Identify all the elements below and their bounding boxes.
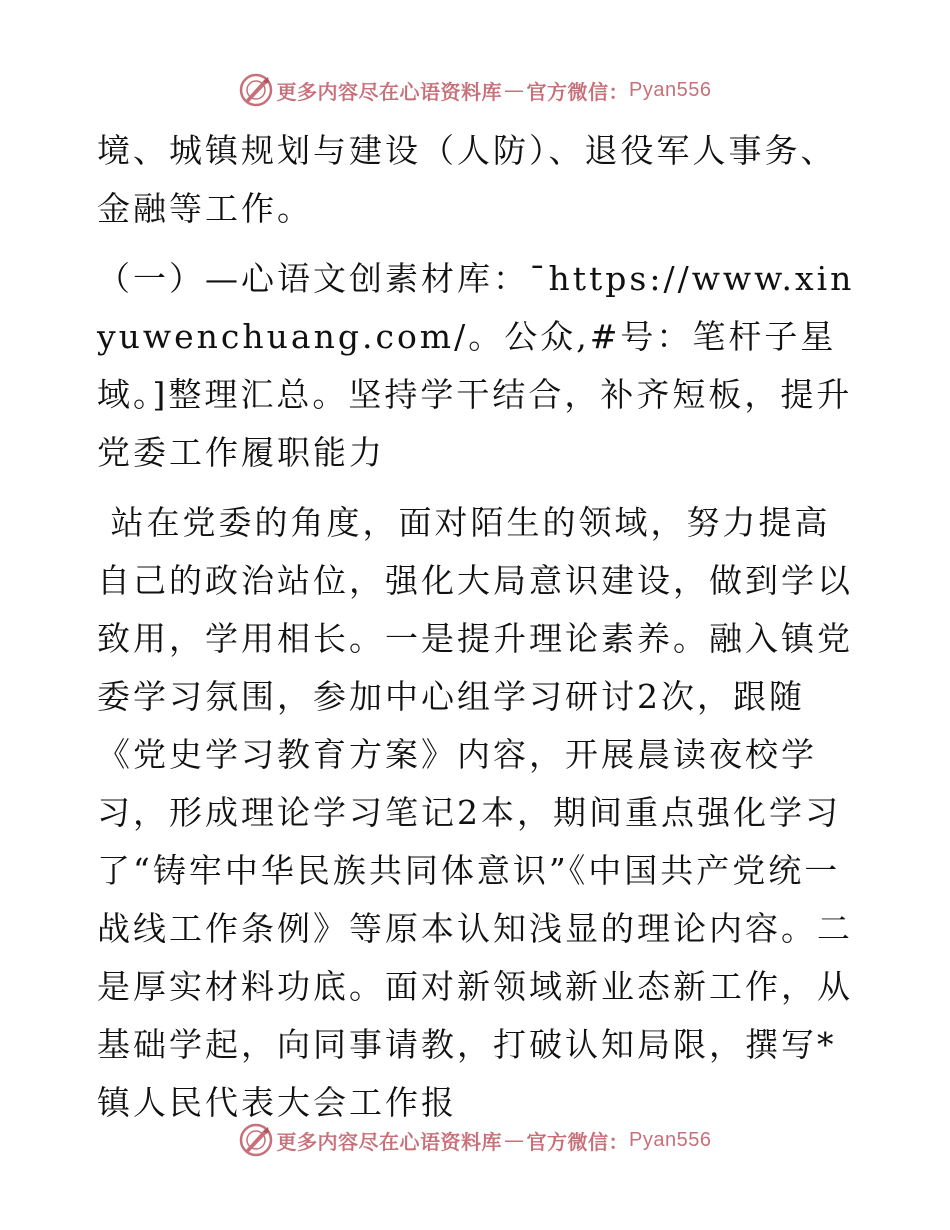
watermark-logo-icon [239,1123,273,1157]
banner-dash: — [504,78,525,102]
paragraph-3: 站在党委的角度，面对陌生的领域，努力提高自己的政治站位，强化大局意识建设，做到学以致用，学用相长。一是提升理论素养。融入镇党委学习氛围，参加中心组学习研讨2次，跟随《党史学习教育方案》内容，开展晨读夜校学习，形成理论学习笔记2本，期间重点强化学习了“铸牢中华民族共同体意识”《中国共产党统一战线工作条例》等原本认知浅显的理论内容。二是厚实材料功底。面对新领域新业态新工作，从基础学起，向同事请教，打破认知局限，撰写*镇人民代表大会工作报 [97,503,853,1122]
banner-wechat-label: 官方微信： [526,1129,630,1154]
banner-wechat-id: Pyan556 [629,78,712,101]
document-body [97,122,857,1132]
footer-banner [0,1120,950,1160]
banner-site-text: 更多内容尽在心语资料库 [276,79,503,104]
banner-wechat-id: Pyan556 [629,1128,712,1151]
paragraph-2: （一）—心语文创素材库：¯https://www.xinyuwenchuang.com/。公众,#号：笔杆子星域。]整理汇总。坚持学干结合，补齐短板，提升党委工作履职能力 [97,259,855,472]
banner-dash: — [504,1128,525,1152]
header-banner [0,70,950,110]
banner-wechat-label: 官方微信： [526,79,630,104]
watermark-logo-icon [239,73,273,107]
paragraph-1: 境、城镇规划与建设（人防）、退役军人事务、金融等工作。 [97,131,837,228]
banner-site-text: 更多内容尽在心语资料库 [276,1129,503,1154]
